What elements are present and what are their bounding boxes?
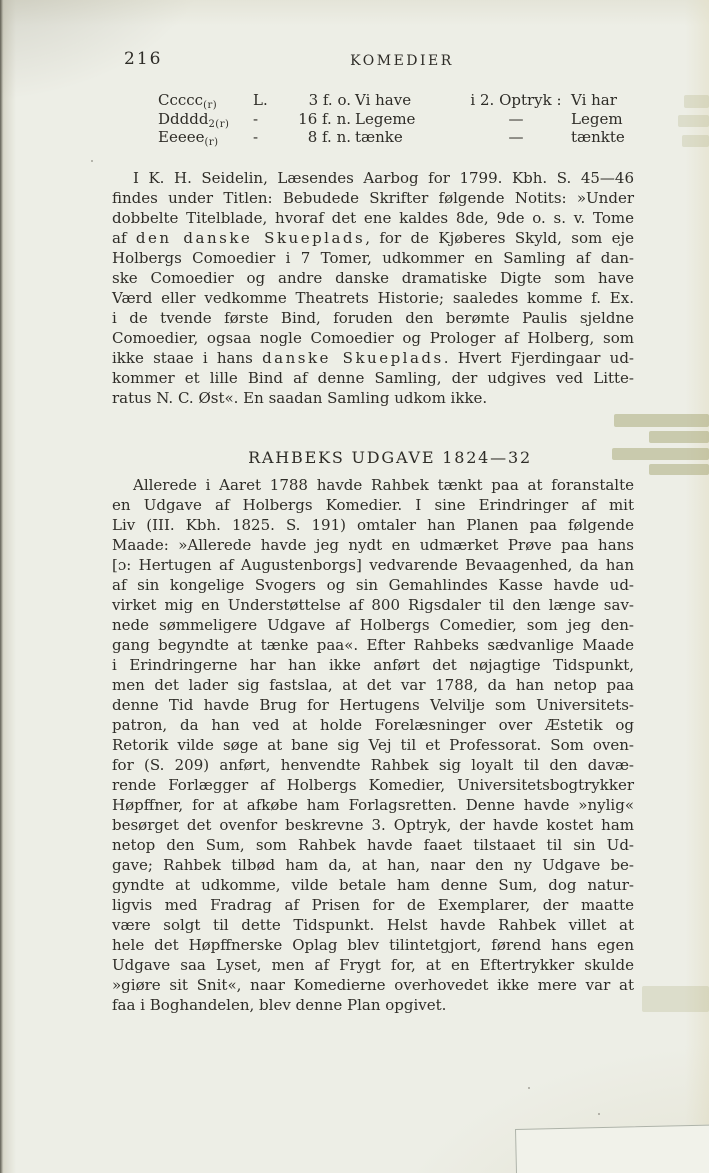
text-line: i Erindringerne har han ikke anført det nøjagtige Tidspunkt, bbox=[112, 656, 634, 674]
correction-mark: - bbox=[253, 128, 259, 147]
bleed-through-mark bbox=[612, 448, 709, 460]
bleed-through-mark bbox=[649, 464, 709, 475]
text-line: dobbelte Titelblade, hvoraf det ene kaldes 8de, 9de o. s. v. Tome bbox=[112, 209, 634, 227]
text-line: netop den Sum, som Rahbek havde faaet tilstaaet til sin Ud- bbox=[112, 836, 634, 854]
correction-changed: Legem bbox=[571, 109, 623, 128]
correction-word: Ccccc$_{(r)}$ bbox=[158, 91, 218, 111]
text-line: være solgt til dette Tidspunkt. Helst havde Rahbek villet at bbox=[112, 916, 634, 934]
text-line: patron, da han ved at holde Forelæsninger over Æstetik og bbox=[112, 716, 634, 734]
dust-speck bbox=[598, 1113, 600, 1115]
correction-changed: tænkte bbox=[571, 128, 625, 147]
text-line: af den danske Skueplads, for de Kjøberes Skyld, som eje bbox=[112, 229, 635, 247]
correction-optryk: i 2. Optryk : bbox=[470, 91, 562, 109]
bleed-through-mark bbox=[684, 95, 709, 108]
text-line: Værd eller vedkomme Theatrets Historie; saaledes komme f. Ex. bbox=[112, 289, 634, 307]
text-line: [ɔ: Hertugen af Augustenborgs] vedvarende Bevaagenhed, da han bbox=[112, 556, 634, 574]
page-gutter-shadow bbox=[0, 0, 3, 1173]
dust-speck bbox=[91, 160, 93, 162]
correction-original: Vi have bbox=[355, 91, 412, 109]
correction-position: 16 f. n. bbox=[298, 109, 351, 128]
correction-row bbox=[158, 128, 638, 147]
corrections-table bbox=[158, 91, 638, 147]
correction-word: Ddddd$_{2(r)}$ bbox=[158, 109, 230, 130]
correction-row bbox=[158, 110, 638, 129]
running-title: KOMEDIER bbox=[350, 53, 454, 69]
text-line: rende Forlægger af Holbergs Komedier, Universitetsbogtrykker bbox=[112, 776, 634, 794]
section-heading: RAHBEKS UDGAVE 1824—32 bbox=[248, 448, 532, 467]
text-line: af sin kongelige Svogers og sin Gemahlindes Kasse havde ud- bbox=[112, 576, 634, 594]
dust-speck bbox=[528, 1087, 530, 1089]
inserted-slip-corner bbox=[515, 1124, 709, 1173]
correction-changed: Vi har bbox=[571, 91, 617, 109]
correction-mark: - bbox=[253, 109, 259, 128]
correction-word: Eeeee$_{(r)}$ bbox=[158, 128, 219, 149]
text-line: hele det Høpffnerske Oplag blev tilintetgjort, førend hans egen bbox=[112, 936, 634, 954]
bleed-through-mark bbox=[642, 986, 709, 1012]
text-line: »giøre sit Snit«, naar Komedierne overhovedet ikke mere var at bbox=[112, 976, 634, 994]
correction-position: 8 f. n. bbox=[307, 128, 351, 147]
text-line: findes under Titlen: Bebudede Skrifter følgende Notits: »Under bbox=[112, 189, 634, 207]
correction-optryk: — bbox=[508, 128, 524, 147]
text-line: Comoedier, ogsaa nogle Comoedier og Prologer af Holberg, som bbox=[112, 329, 634, 347]
text-line: besørget det ovenfor beskrevne 3. Optryk, der havde kostet ham bbox=[112, 816, 634, 834]
bleed-through-mark bbox=[649, 431, 709, 443]
text-line: Liv (III. Kbh. 1825. S. 191) omtaler han Planen paa følgende bbox=[112, 516, 634, 534]
correction-optryk: — bbox=[508, 109, 524, 128]
paragraph-seidelin bbox=[112, 168, 634, 408]
text-line: ske Comoedier og andre danske dramatiske Digte som have bbox=[112, 269, 634, 287]
text-line: faa i Boghandelen, blev denne Plan opgivet. bbox=[112, 996, 447, 1014]
text-line: Maade: »Allerede havde jeg nydt en udmærket Prøve paa hans bbox=[112, 536, 634, 554]
text-line: men det lader sig fastslaa, at det var 1788, da han netop paa bbox=[112, 676, 634, 694]
paragraph-rahbek bbox=[112, 475, 634, 1015]
bleed-through-mark bbox=[678, 115, 709, 127]
text-line: Allerede i Aaret 1788 havde Rahbek tænkt paa at foranstalte bbox=[133, 476, 634, 494]
correction-row bbox=[158, 91, 638, 110]
correction-word-subscript: 2(r) bbox=[208, 118, 230, 130]
text-line: i de tvende første Bind, foruden den berømte Paulis sjeldne bbox=[112, 309, 634, 327]
correction-original: tænke bbox=[355, 128, 403, 147]
text-line: gave; Rahbek tilbød ham da, at han, naar den ny Udgave be- bbox=[112, 856, 634, 874]
page-number: 216 bbox=[124, 49, 163, 69]
text-line: ligvis med Fradrag af Prisen for de Exemplarer, der maatte bbox=[112, 896, 634, 914]
text-line: for (S. 209) anført, henvendte Rahbek sig loyalt til den davæ- bbox=[112, 756, 634, 774]
text-line: nede sømmeligere Udgave af Holbergs Comedier, som jeg den- bbox=[112, 616, 634, 634]
correction-word-subscript: (r) bbox=[203, 100, 218, 111]
correction-original: Legeme bbox=[355, 109, 416, 128]
text-line: Høpffner, for at afkøbe ham Forlagsretten. Denne havde »nylig« bbox=[112, 796, 634, 814]
text-line: gyndte at udkomme, vilde betale ham denne Sum, dog natur- bbox=[112, 876, 634, 894]
text-line: ratus N. C. Øst«. En saadan Samling udkom ikke. bbox=[112, 389, 488, 407]
text-line: gang begyndte at tænke paa«. Efter Rahbeks sædvanlige Maade bbox=[112, 636, 634, 654]
text-line: ikke staae i hans danske Skueplads. Hvert Fjerdingaar ud- bbox=[112, 349, 634, 367]
correction-position: 3 f. o. bbox=[308, 91, 351, 109]
bleed-through-mark bbox=[614, 414, 709, 427]
text-line: Udgave saa Lyset, men af Frygt for, at en Eftertrykker skulde bbox=[112, 956, 634, 974]
correction-word-subscript: (r) bbox=[204, 137, 219, 149]
text-line: en Udgave af Holbergs Komedier. I sine Erindringer af mit bbox=[112, 496, 634, 514]
text-line: Retorik vilde søge at bane sig Vej til et Professorat. Som oven- bbox=[112, 736, 634, 754]
correction-mark: L. bbox=[253, 91, 268, 109]
text-line: kommer et lille Bind af denne Samling, der udgives ved Litte- bbox=[112, 369, 634, 387]
text-line: virket mig en Understøttelse af 800 Rigsdaler til den længe sav- bbox=[112, 596, 634, 614]
text-line: Holbergs Comoedier i 7 Tomer, udkommer en Samling af dan- bbox=[112, 249, 634, 267]
bleed-through-mark bbox=[682, 135, 709, 147]
text-line: I K. H. Seidelin, Læsendes Aarbog for 1799. Kbh. S. 45—46 bbox=[133, 169, 634, 187]
text-line: denne Tid havde Brug for Hertugens Velvilje som Universitets- bbox=[112, 696, 634, 714]
